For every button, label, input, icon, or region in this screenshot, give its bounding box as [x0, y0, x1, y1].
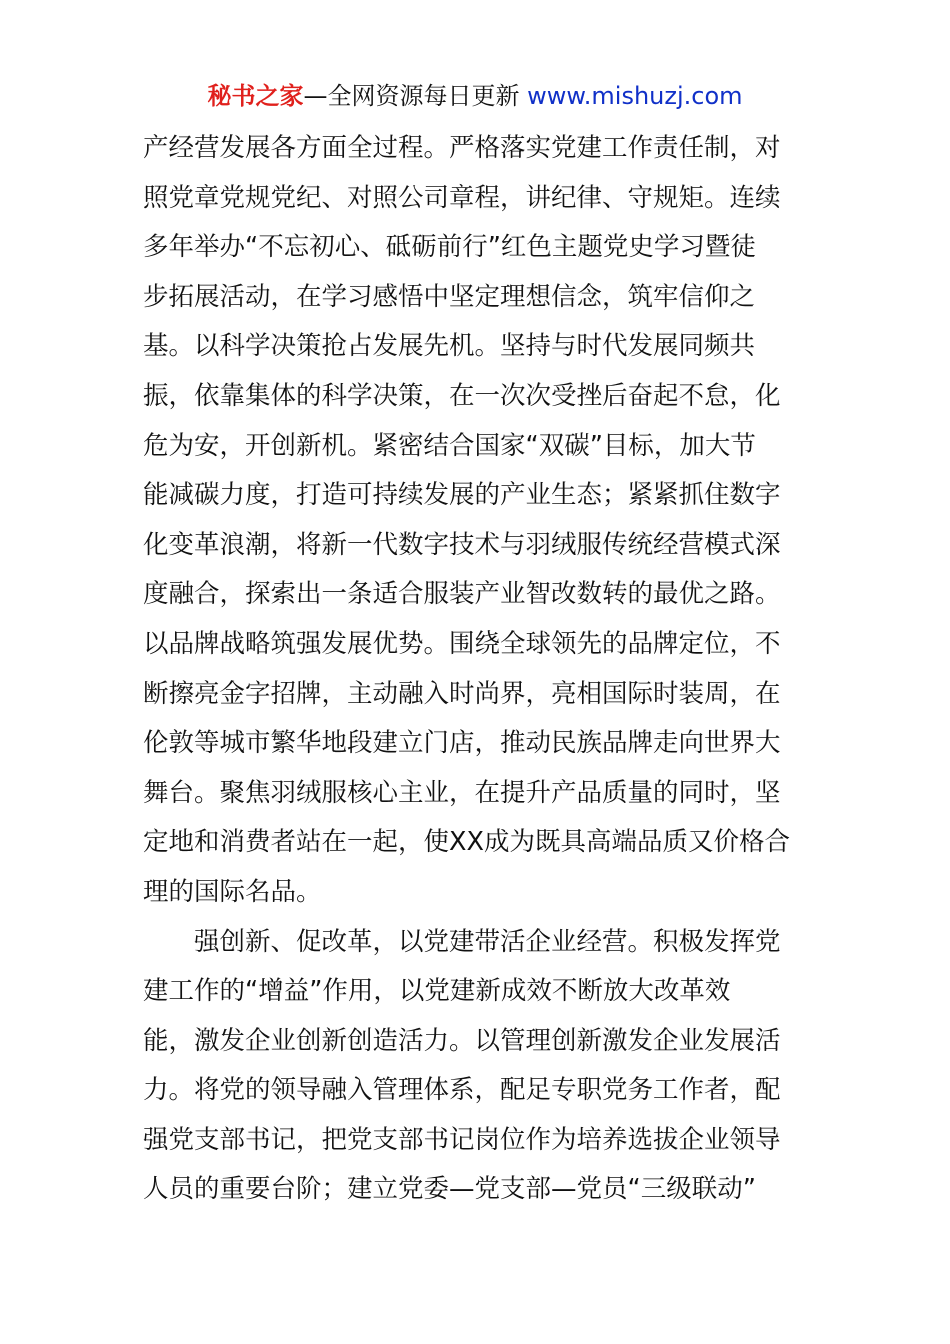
text-line: 步拓展活动，在学习感悟中坚定理想信念，筑牢信仰之: [143, 281, 756, 312]
text-line: 断擦亮金字招牌，主动融入时尚界，亮相国际时装周，在: [143, 678, 781, 709]
page-header: [0, 80, 950, 112]
text-line: 照党章党规党纪、对照公司章程，讲纪律、守规矩。连续: [143, 182, 781, 213]
document-body: [143, 124, 823, 1215]
text-line: 力。将党的领导融入管理体系，配足专职党务工作者，配: [143, 1075, 781, 1106]
text-line: 伦敦等城市繁华地段建立门店，推动民族品牌走向世界大: [143, 728, 781, 759]
text-line: 基。以科学决策抢占发展先机。坚持与时代发展同频共: [143, 331, 756, 362]
text-line: 化变革浪潮，将新一代数字技术与羽绒服传统经营模式深: [143, 529, 781, 560]
text-line: 理的国际名品。: [143, 876, 322, 907]
text-line: 舞台。聚焦羽绒服核心主业，在提升产品质量的同时，坚: [143, 777, 781, 808]
site-url-link[interactable]: www.mishuzj.com: [527, 82, 743, 110]
text-line: 产经营发展各方面全过程。严格落实党建工作责任制，对: [143, 133, 781, 163]
text-line: 定地和消费者站在一起，使XX成为既具高端品质又价格合: [143, 827, 790, 858]
text-line: 能减碳力度，打造可持续发展的产业生态；紧紧抓住数字: [143, 480, 781, 511]
text-line: 能，激发企业创新创造活力。以管理创新激发企业发展活: [143, 1025, 781, 1056]
text-line: 危为安，开创新机。紧密结合国家“双碳”目标，加大节: [143, 430, 756, 461]
text-line: 度融合，探索出一条适合服装产业智改数转的最优之路。: [143, 579, 781, 610]
text-line: 建工作的“增益”作用，以党建新成效不断放大改革效: [143, 976, 731, 1007]
site-tagline: —全网资源每日更新: [303, 82, 520, 110]
text-line: 多年举办“不忘初心、砥砺前行”红色主题党史学习暨徒: [143, 232, 756, 263]
text-line: 强党支部书记，把党支部书记岗位作为培养选拔企业领导: [143, 1124, 781, 1155]
text-line: 人员的重要台阶；建立党委—党支部—党员“三级联动”: [143, 1174, 756, 1205]
site-brand[interactable]: 秘书之家: [207, 82, 304, 110]
paragraph-start-line: 强创新、促改革，以党建带活企业经营。积极发挥党: [194, 926, 781, 957]
text-line: 以品牌战略筑强发展优势。围绕全球领先的品牌定位，不: [143, 628, 781, 659]
text-line: 振，依靠集体的科学决策，在一次次受挫后奋起不怠，化: [143, 380, 781, 411]
